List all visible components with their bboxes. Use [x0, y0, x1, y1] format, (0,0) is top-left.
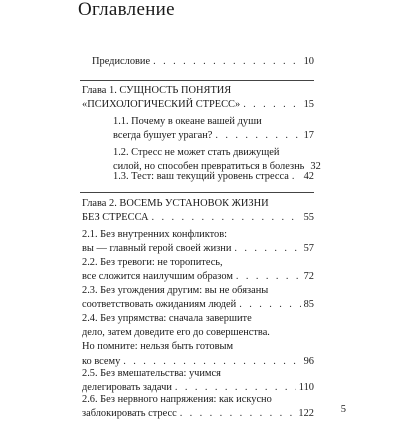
- toc-entry-chapter-2[interactable]: Глава 2. ВОСЕМЬ УСТАНОВОК ЖИЗНИ БЕЗ СТРЕССА . . . 55: [82, 197, 314, 225]
- toc-entry-2-4[interactable]: 2.4. Без упрямства: сначала завершите дело, затем доведите его до совершенства. Но помните: нельзя быть готовым ко всему . . . 96: [82, 312, 314, 369]
- leader-dots: [234, 242, 300, 256]
- page-number: 15: [303, 99, 314, 111]
- leader-dots: [243, 98, 300, 112]
- page-number: 55: [303, 212, 314, 224]
- leader-dots: [152, 211, 301, 225]
- leader-dots: [239, 298, 300, 312]
- page-number: 110: [298, 382, 314, 394]
- toc-entry-2-5[interactable]: 2.5. Без вмешательства: учимся делегировать задачи . . . 110: [82, 367, 314, 395]
- page-number: 42: [303, 171, 314, 182]
- divider: [80, 80, 314, 81]
- toc-entry-2-2[interactable]: 2.2. Без тревоги: не торопитесь, все сложится наилучшим образом . . . 72: [82, 256, 314, 284]
- leader-dots: [236, 270, 301, 284]
- page-number: 96: [303, 355, 314, 367]
- page-number: 85: [303, 299, 314, 311]
- toc-entry-1-2[interactable]: 1.2. Стресс не может стать движущей силой, но способен превратиться в болезнь 32: [113, 146, 314, 174]
- toc-entry-2-6[interactable]: 2.6. Без нервного напряжения: как искусно заблокировать стресс . . . 122: [82, 393, 314, 421]
- leader-dots: [180, 407, 296, 421]
- page-title: Оглавление: [78, 0, 175, 20]
- page-number: 122: [298, 408, 314, 420]
- leader-dots: [292, 170, 301, 184]
- divider: [80, 192, 314, 193]
- leader-dots: [153, 55, 301, 69]
- page-number: 57: [303, 243, 314, 255]
- toc-entry-2-1[interactable]: 2.1. Без внутренних конфликтов: вы — главный герой своей жизни . . . 57: [82, 228, 314, 256]
- toc-entry-preface[interactable]: Предисловие . . . 10: [92, 55, 314, 69]
- page-number: 72: [303, 271, 314, 283]
- toc-entry-2-3[interactable]: 2.3. Без угождения другим: вы не обязаны соответствовать ожиданиям людей . . . 85: [82, 284, 314, 312]
- toc-entry-1-3[interactable]: 1.3. Тест: ваш текущий уровень стресса . . . 42: [113, 170, 314, 184]
- leader-dots: [215, 129, 300, 143]
- toc-entry-1-1[interactable]: 1.1. Почему в океане вашей души всегда бушует ураган? . . . 17: [113, 115, 314, 143]
- page-number: 10: [303, 56, 314, 67]
- page-number: 32: [310, 161, 321, 173]
- toc-entry-chapter-1[interactable]: Глава 1. СУЩНОСТЬ ПОНЯТИЯ «ПСИХОЛОГИЧЕСКИЙ СТРЕСС» . . . 15: [82, 84, 314, 112]
- page-number: 17: [303, 130, 314, 142]
- page-folio: 5: [340, 404, 346, 415]
